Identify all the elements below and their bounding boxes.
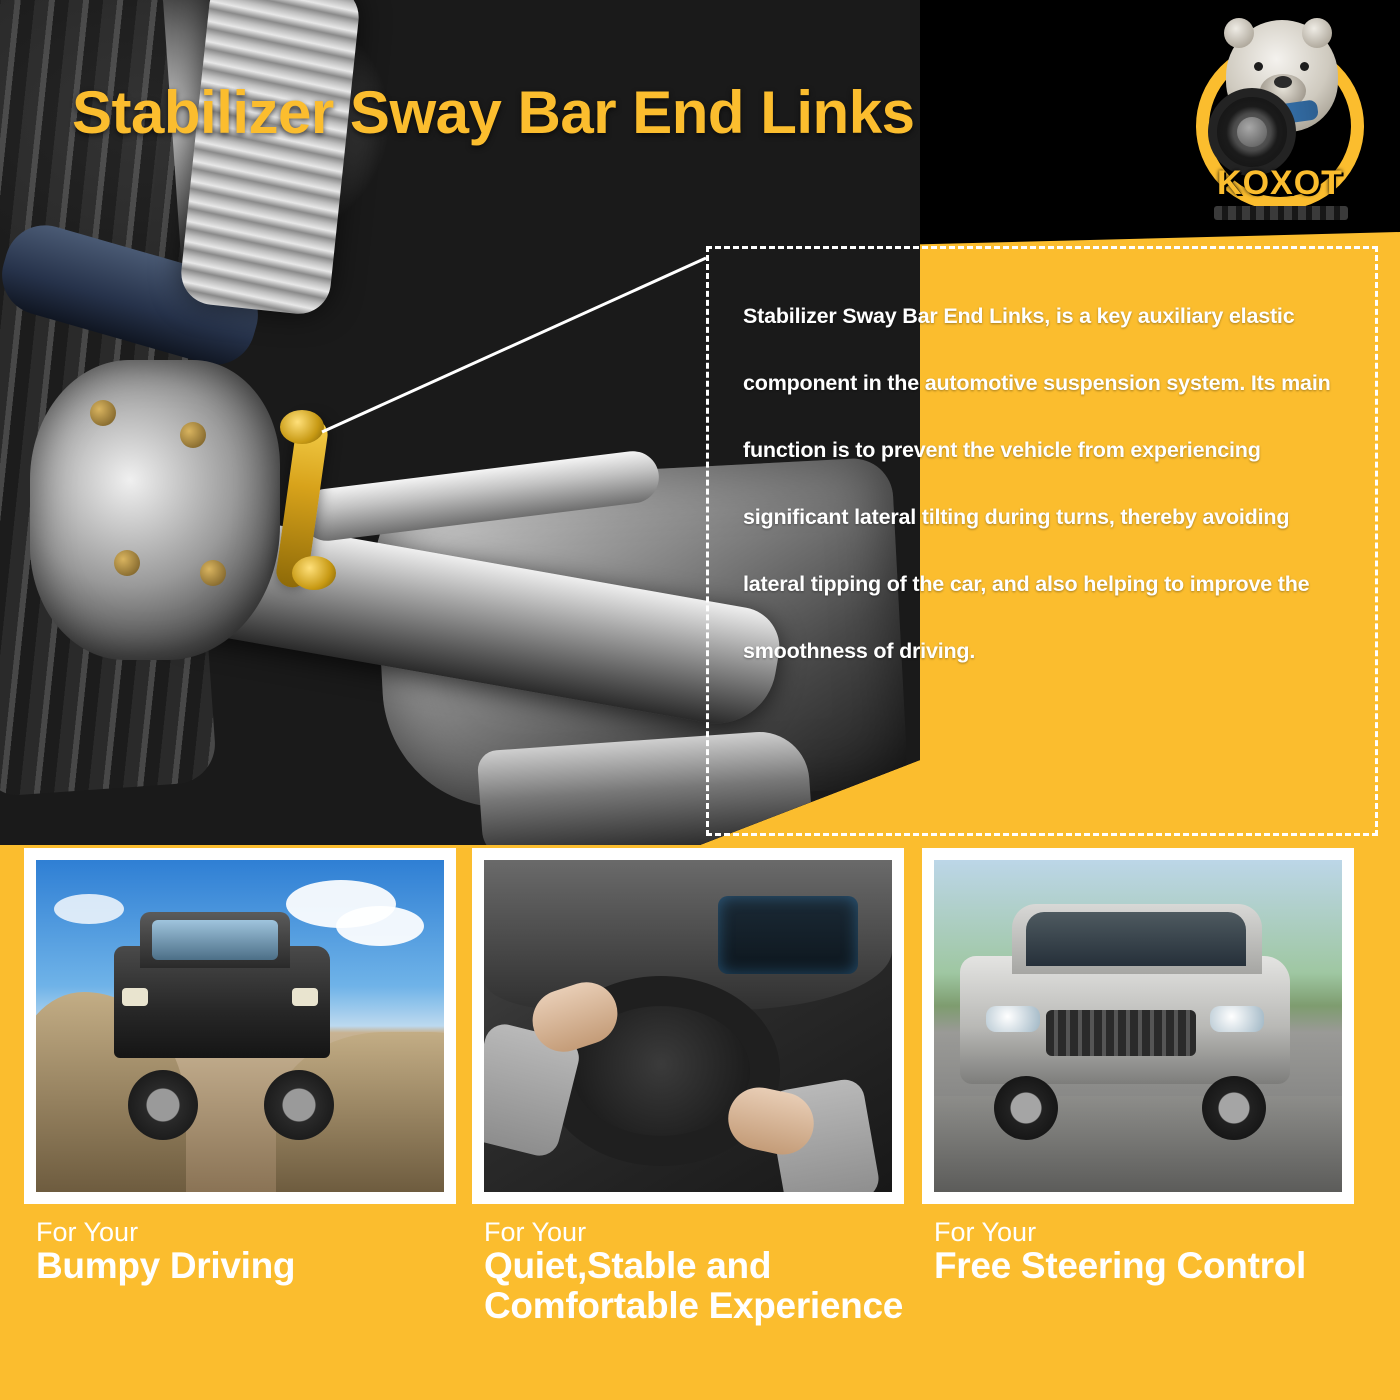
benefit-cards [0, 848, 1400, 1400]
card-caption [472, 1218, 904, 1326]
bear-ear-left-icon [1224, 18, 1254, 48]
silver-suv-photo [934, 860, 1342, 1192]
card-caption-big: Bumpy Driving [36, 1245, 296, 1287]
description-text: Stabilizer Sway Bar End Links, is a key auxiliary elastic component in the automotive suspension system. Its main function is to prevent the vehicle from experiencing significant lateral tilting during turns, thereby avoiding lateral tipping of the car, and also helping to improve the smoothness of driving. [743, 304, 1331, 663]
card-caption-small: For Your [934, 1217, 1037, 1247]
bear-ear-right-icon [1302, 18, 1332, 48]
end-link-upper-bushing [280, 410, 324, 444]
logo-underbar [1214, 206, 1348, 220]
bear-eye-left-icon [1254, 62, 1263, 71]
brand-name: KOXOT [1217, 164, 1343, 202]
card-caption [922, 1218, 1354, 1286]
benefit-card-3 [922, 848, 1354, 1286]
card-caption-big: Free Steering Control [934, 1245, 1306, 1287]
wheel-icon [1208, 88, 1296, 176]
brand-logo [1182, 16, 1378, 212]
end-link-lower-bushing [292, 556, 336, 590]
card-photo-frame [472, 848, 904, 1204]
card-caption-small: For Your [484, 1217, 587, 1247]
offroad-truck-photo [36, 860, 444, 1192]
benefit-card-1 [24, 848, 456, 1286]
card-caption-small: For Your [36, 1217, 139, 1247]
bear-nose-icon [1274, 76, 1292, 88]
description-box [706, 246, 1378, 836]
card-photo-frame [922, 848, 1354, 1204]
hands-on-steering-wheel-photo [484, 860, 892, 1192]
page-title: Stabilizer Sway Bar End Links [72, 79, 915, 146]
card-caption-big: Quiet,Stable and Comfortable Experience [484, 1245, 904, 1327]
coil-spring-strut-shape [178, 0, 362, 317]
card-caption [24, 1218, 456, 1286]
benefit-card-2 [472, 848, 904, 1326]
wheel-hub-shape [30, 360, 280, 660]
bear-eye-right-icon [1300, 62, 1309, 71]
card-photo-frame [24, 848, 456, 1204]
